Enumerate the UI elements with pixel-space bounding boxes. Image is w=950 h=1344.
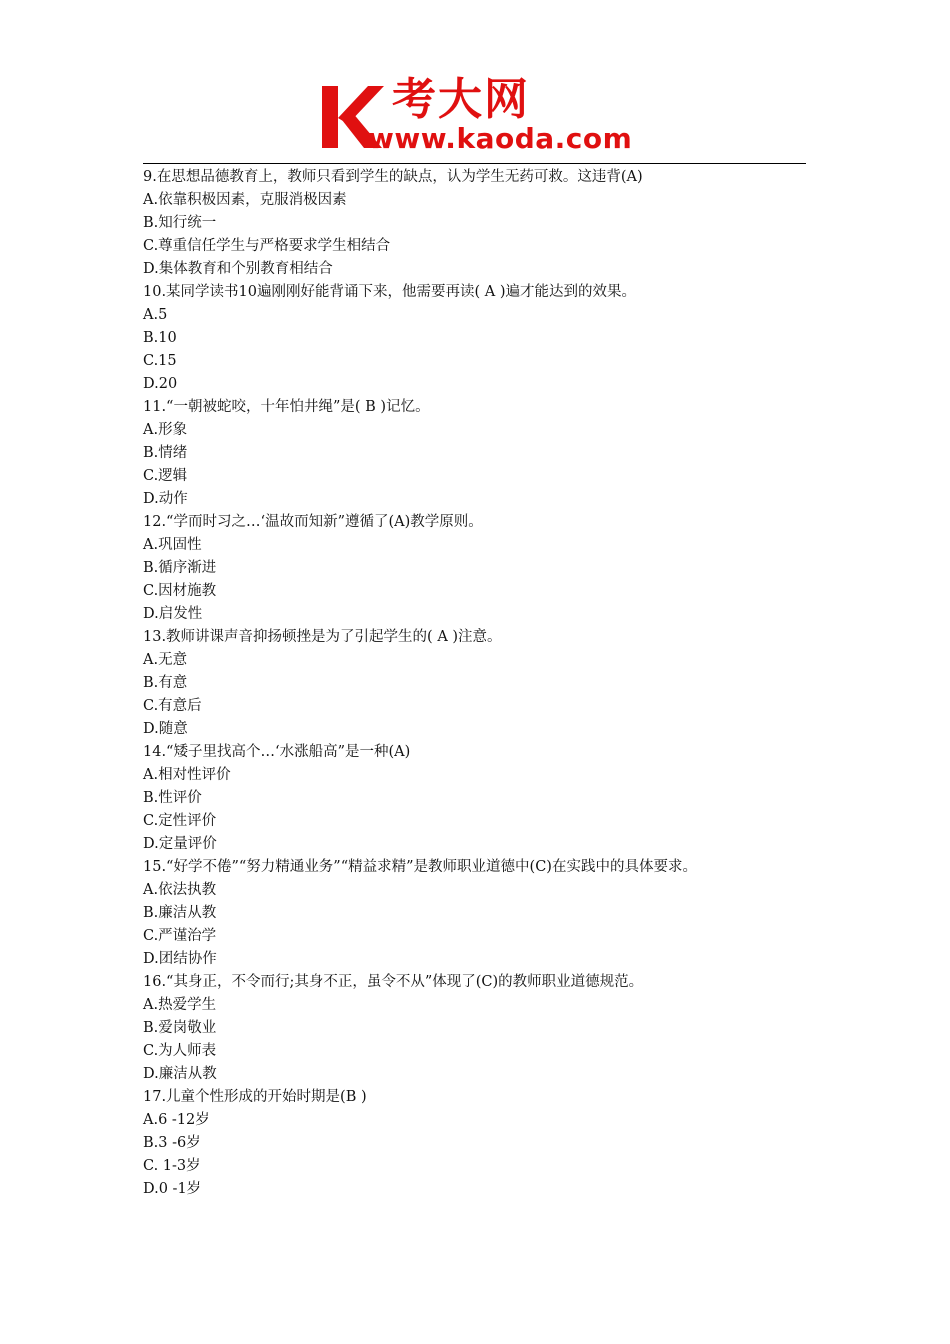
option-9c: C.尊重信任学生与严格要求学生相结合 [143, 238, 391, 254]
option-13b: B.有意 [143, 675, 188, 691]
question-10: 10.某同学读书10遍刚刚好能背诵下来，他需要再读( A )遍才能达到的效果。 [143, 284, 637, 300]
option-14c: C.定性评价 [143, 813, 217, 829]
option-13a: A.无意 [143, 652, 188, 668]
option-11b: B.情绪 [143, 445, 188, 461]
option-11c: C.逻辑 [143, 468, 188, 484]
option-17b: B.3 -6岁 [143, 1135, 201, 1151]
question-13: 13.教师讲课声音抑扬顿挫是为了引起学生的( A )注意。 [143, 629, 502, 645]
option-14b: B.性评价 [143, 790, 202, 806]
option-16b: B.爱岗敬业 [143, 1020, 217, 1036]
option-12b: B.循序渐进 [143, 560, 217, 576]
option-14a: A.相对性评价 [143, 767, 231, 783]
option-15c: C.严谨治学 [143, 928, 217, 944]
option-14d: D.定量评价 [143, 836, 217, 852]
brand-url: www.kaoda.com [368, 122, 633, 155]
brand-name: 考大网 [392, 74, 530, 125]
question-16: 16.“其身正，不令而行;其身不正，虽令不从”体现了(C)的教师职业道德规范。 [143, 974, 644, 990]
option-10c: C.15 [143, 353, 177, 369]
option-12d: D.启发性 [143, 606, 203, 622]
question-15: 15.“好学不倦”“努力精通业务”“精益求精”是教师职业道德中(C)在实践中的具体要求。 [143, 859, 697, 875]
option-10a: A.5 [143, 307, 168, 323]
option-10b: B.10 [143, 330, 177, 346]
question-14: 14.“矮子里找高个…‘水涨船高”是一种(A) [143, 744, 411, 760]
option-9b: B.知行统一 [143, 215, 217, 231]
option-16a: A.热爱学生 [143, 997, 217, 1013]
option-15a: A.依法执教 [143, 882, 217, 898]
option-13d: D.随意 [143, 721, 188, 737]
option-16d: D.廉洁从教 [143, 1066, 217, 1082]
option-9a: A.依靠积极因素，克服消极因素 [143, 192, 347, 208]
header-divider [143, 163, 806, 164]
option-10d: D.20 [143, 376, 178, 392]
question-list [143, 166, 805, 1201]
question-9: 9.在思想品德教育上，教师只看到学生的缺点，认为学生无药可救。这违背(A) [143, 169, 643, 185]
question-17: 17.儿童个性形成的开始时期是(B ) [143, 1089, 367, 1105]
kaoda-logo [318, 74, 648, 160]
option-15d: D.团结协作 [143, 951, 217, 967]
option-12a: A.巩固性 [143, 537, 202, 553]
option-13c: C.有意后 [143, 698, 202, 714]
option-9d: D.集体教育和个别教育相结合 [143, 261, 333, 277]
question-12: 12.“学而时习之…‘温故而知新”遵循了(A)教学原则。 [143, 514, 483, 530]
option-11d: D.动作 [143, 491, 188, 507]
question-11: 11.“一朝被蛇咬，十年怕井绳”是( B )记忆。 [143, 399, 430, 415]
option-16c: C.为人师表 [143, 1043, 217, 1059]
option-17a: A.6 -12岁 [143, 1112, 210, 1128]
option-12c: C.因材施教 [143, 583, 217, 599]
option-17d: D.0 -1岁 [143, 1181, 202, 1197]
option-17c: C. 1-3岁 [143, 1158, 201, 1174]
option-15b: B.廉洁从教 [143, 905, 217, 921]
option-11a: A.形象 [143, 422, 188, 438]
